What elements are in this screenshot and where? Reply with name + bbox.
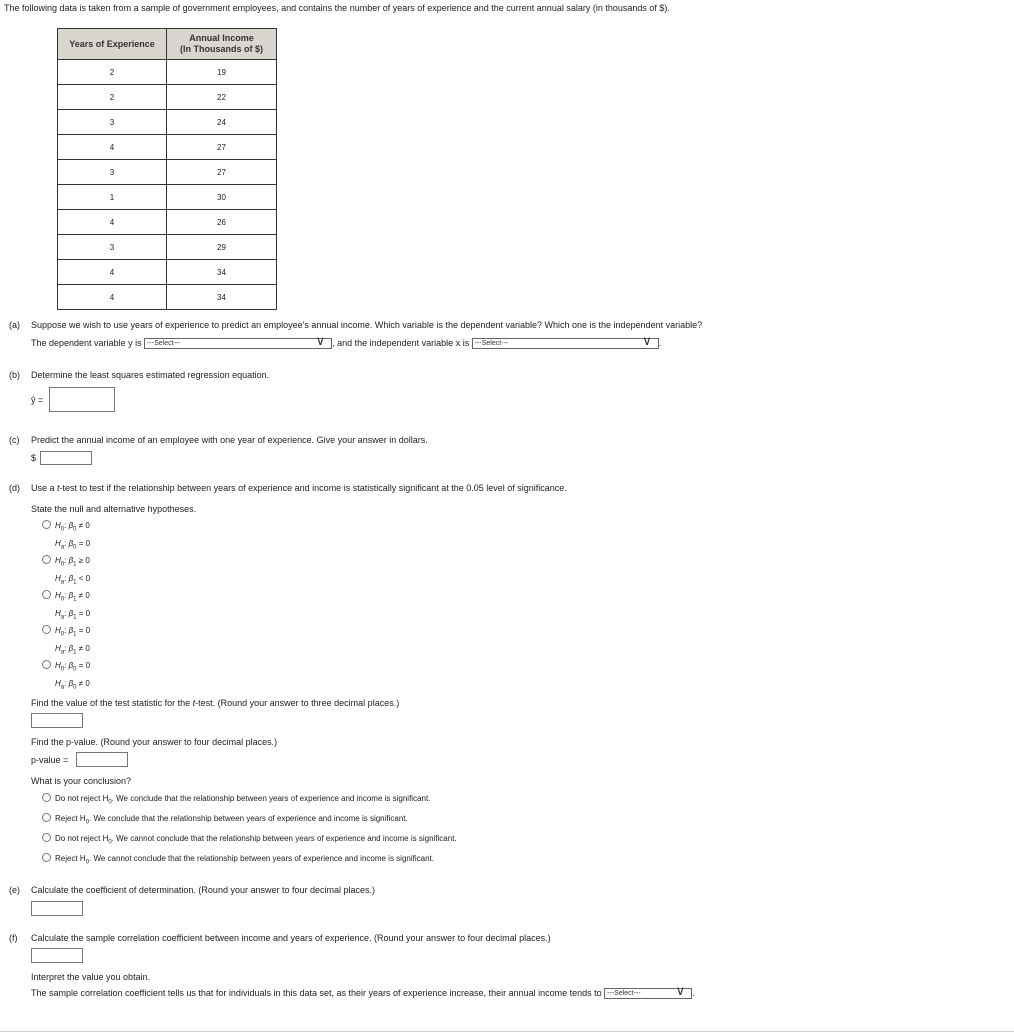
correlation-coefficient-input[interactable] bbox=[31, 948, 83, 963]
test-statistic-input[interactable] bbox=[31, 713, 83, 728]
hypothesis-option[interactable]: $H_0$: $\beta_1 = 0$ $H_a$: $\beta_1 \ne 0$ bbox=[42, 624, 90, 659]
part-e-label: (e) bbox=[9, 885, 20, 895]
table-row bbox=[58, 185, 277, 210]
test-stat-question: Find the value of the test statistic for the t-test. (Round your answer to three decimal places.) bbox=[31, 698, 400, 708]
interpret-sentence: The sample correlation coefficient tells us that for individuals in this data set, as their years of experience increase, their annual income tends to bbox=[31, 988, 602, 998]
part-a-prefix: The dependent variable y is bbox=[31, 338, 142, 348]
conclusion-option[interactable]: Do not reject $H_0$. We conclude that the relationship between years of experience and income is significant. bbox=[42, 793, 430, 806]
part-a-middle: , and the independent variable x is bbox=[332, 338, 470, 348]
conclusion-option[interactable]: Reject $H_0$. We conclude that the relationship between years of experience and income is significant. bbox=[42, 813, 408, 826]
p-value-label: p-value = bbox=[31, 755, 69, 765]
part-f-question: Calculate the sample correlation coefficient between income and years of experience. (Round your answer to four decimal places.) bbox=[31, 933, 551, 943]
years-cell: 3 bbox=[58, 110, 167, 135]
radio-button[interactable] bbox=[42, 555, 51, 564]
table-row bbox=[58, 210, 277, 235]
radio-button[interactable] bbox=[42, 520, 51, 529]
radio-button[interactable] bbox=[42, 660, 51, 669]
income-cell: 27 bbox=[167, 160, 277, 185]
data-table bbox=[57, 28, 277, 310]
income-cell: 22 bbox=[167, 85, 277, 110]
hypothesis-option[interactable]: $H_0$: $\beta_1 \ge 0$ $H_a$: $\beta_1 < 0$ bbox=[42, 554, 90, 589]
conclusion-question: What is your conclusion? bbox=[31, 776, 132, 786]
years-cell: 4 bbox=[58, 135, 167, 160]
table-row bbox=[58, 235, 277, 260]
predicted-income-input[interactable] bbox=[40, 451, 92, 465]
years-cell: 2 bbox=[58, 60, 167, 85]
chevron-down-icon: ∨ bbox=[315, 333, 326, 349]
years-cell: 1 bbox=[58, 185, 167, 210]
part-b-question: Determine the least squares estimated regression equation. bbox=[31, 370, 270, 380]
part-d-question: Use a t-test to test if the relationship between years of experience and income is statistically significant at the 0.05 level of significance. bbox=[31, 483, 567, 493]
chevron-down-icon: ∨ bbox=[642, 333, 652, 349]
radio-button[interactable] bbox=[42, 833, 51, 842]
col-header-years: Years of Experience bbox=[58, 29, 167, 60]
coefficient-determination-input[interactable] bbox=[31, 901, 83, 916]
part-a-answer-line: The dependent variable y is ---Select--- ∨ , and the independent variable x is ---Select--- ∨ . bbox=[31, 333, 662, 349]
conclusion-option[interactable]: Do not reject $H_0$. We cannot conclude that the relationship between years of experience and income is significant. bbox=[42, 833, 457, 846]
state-hypotheses: State the null and alternative hypotheses. bbox=[31, 504, 197, 514]
table-row bbox=[58, 110, 277, 135]
income-cell: 19 bbox=[167, 60, 277, 85]
radio-button[interactable] bbox=[42, 853, 51, 862]
table-row bbox=[58, 135, 277, 160]
income-cell: 26 bbox=[167, 210, 277, 235]
bottom-divider bbox=[0, 1031, 1014, 1032]
radio-button[interactable] bbox=[42, 590, 51, 599]
years-cell: 2 bbox=[58, 85, 167, 110]
intro-text: The following data is taken from a sample of government employees, and contains the number of years of experience and the current annual salary (in thousands of $). bbox=[4, 3, 670, 13]
interpret-prompt: Interpret the value you obtain. bbox=[31, 972, 151, 982]
years-cell: 4 bbox=[58, 260, 167, 285]
part-b-label: (b) bbox=[9, 370, 20, 380]
dollar-sign: $ bbox=[31, 453, 37, 463]
col-header-income: Annual Income (In Thousands of $) bbox=[167, 29, 277, 60]
part-a-question: Suppose we wish to use years of experience to predict an employee's annual income. Which variable is the dependent variable? Which one is the independent variable? bbox=[31, 320, 703, 330]
independent-variable-select[interactable]: ---Select--- ∨ bbox=[472, 338, 659, 349]
income-cell: 29 bbox=[167, 235, 277, 260]
radio-button[interactable] bbox=[42, 813, 51, 822]
table-row bbox=[58, 260, 277, 285]
income-cell: 34 bbox=[167, 260, 277, 285]
part-f-label: (f) bbox=[9, 933, 18, 943]
regression-equation-input[interactable] bbox=[49, 387, 115, 412]
table-row bbox=[58, 285, 277, 310]
income-cell: 24 bbox=[167, 110, 277, 135]
p-value-question: Find the p-value. (Round your answer to four decimal places.) bbox=[31, 737, 278, 747]
years-cell: 4 bbox=[58, 210, 167, 235]
years-cell: 3 bbox=[58, 235, 167, 260]
interpret-line: The sample correlation coefficient tells us that for individuals in this data set, as their years of experience increase, their annual income tends to ---Select--- ∨ . bbox=[31, 983, 695, 999]
hypothesis-option[interactable]: $H_0$: $\beta_1 \ne 0$ $H_a$: $\beta_1 = 0$ bbox=[42, 589, 90, 624]
income-cell: 34 bbox=[167, 285, 277, 310]
part-d-label: (d) bbox=[9, 483, 20, 493]
part-a-label: (a) bbox=[9, 320, 20, 330]
p-value-input[interactable] bbox=[76, 752, 128, 767]
radio-button[interactable] bbox=[42, 625, 51, 634]
part-c-label: (c) bbox=[9, 435, 20, 445]
chevron-down-icon: ∨ bbox=[675, 983, 686, 999]
table-row bbox=[58, 60, 277, 85]
part-c-question: Predict the annual income of an employee with one year of experience. Give your answer in dollars. bbox=[31, 435, 428, 445]
table-row bbox=[58, 85, 277, 110]
conclusion-option[interactable]: Reject $H_0$. We cannot conclude that the relationship between years of experience and income is significant. bbox=[42, 853, 434, 866]
dependent-variable-select[interactable]: ---Select--- ∨ bbox=[144, 338, 332, 349]
hypothesis-option[interactable]: $H_0$: $\beta_0 = 0$ $H_a$: $\beta_0 \ne 0$ bbox=[42, 659, 90, 694]
years-cell: 3 bbox=[58, 160, 167, 185]
hypothesis-option[interactable]: $H_0$: $\beta_0 \ne 0$ $H_a$: $\beta_0 = 0$ bbox=[42, 519, 90, 554]
income-trend-select[interactable]: ---Select--- ∨ bbox=[604, 988, 692, 999]
yhat-label: ŷ = bbox=[31, 395, 44, 405]
income-cell: 30 bbox=[167, 185, 277, 210]
table-row bbox=[58, 160, 277, 185]
years-cell: 4 bbox=[58, 285, 167, 310]
income-cell: 27 bbox=[167, 135, 277, 160]
radio-button[interactable] bbox=[42, 793, 51, 802]
part-e-question: Calculate the coefficient of determination. (Round your answer to four decimal places.) bbox=[31, 885, 376, 895]
